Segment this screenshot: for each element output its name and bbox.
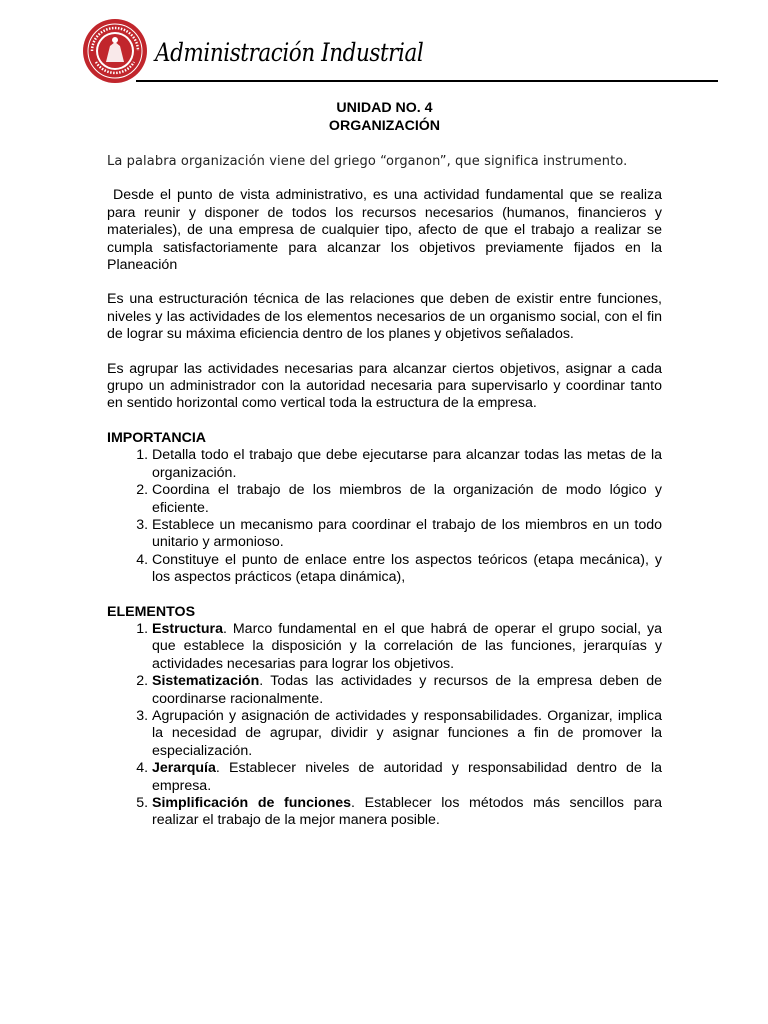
element-description: . Establecer los métodos más sencillos para realizar el trabajo de la mejor manera posible. [152, 795, 663, 829]
document-header-title: Administración Industrial [155, 38, 424, 67]
list-item [152, 673, 662, 708]
importancia-heading: IMPORTANCIA [107, 429, 207, 446]
document-body [107, 99, 666, 830]
definition-paragraph-1: Desde el punto de vista administrativo, es una actividad fundamental que se realiza para reunir y disponer de todos los recursos necesarios (humanos, financieros y materiales), de una empresa de cualquier tipo, afecto de que el trabajo a realizar se cumpla satisfactoriamente para alcanzar los objetivos previamente fijados en la Planeación [107, 187, 666, 274]
elementos-heading: ELEMENTOS [107, 603, 196, 620]
element-term: Sistematización [152, 673, 260, 690]
importancia-list [107, 447, 662, 586]
definition-paragraph-3: Es agrupar las actividades necesarias para alcanzar ciertos objetivos, asignar a cada grupo un administrador con la autoridad necesaria para supervisarlo y coordinar tanto en sentido horizontal como vertical toda la estructura de la empresa. [107, 360, 662, 412]
header-divider [136, 80, 718, 82]
list-item [152, 621, 662, 673]
unit-number: UNIDAD NO. 4 [336, 100, 433, 116]
unit-name: ORGANIZACIÓN [328, 118, 441, 134]
list-item [152, 708, 662, 760]
list-item: 3. Establece un mecanismo para coordinar el trabajo de los miembros en un todo unitario y armonioso. [152, 517, 662, 552]
element-term: Jerarquía [152, 760, 216, 777]
element-description: Agrupación y asignación de actividades y responsabilidades. Organizar, implica la necesidad de agrupar, dividir y asignar funciones a fin de promover la especialización. [152, 707, 662, 759]
elementos-list [107, 621, 662, 830]
element-description: . Todas las actividades y recursos de la empresa deben de coordinarse racionalmente. [152, 673, 662, 707]
element-term: Estructura [152, 620, 223, 637]
list-item: 4. Constituye el punto de enlace entre los aspectos teóricos (etapa mecánica), y los aspectos prácticos (etapa dinámica), [152, 552, 662, 587]
list-item [152, 760, 662, 795]
intro-paragraph: La palabra organización viene del griego “organon”, que significa instrumento. [107, 154, 628, 169]
list-item: 1. Detalla todo el trabajo que debe ejecutarse para alcanzar todas las metas de la organización. [152, 447, 662, 482]
element-description: . Marco fundamental en el que habrá de operar el grupo social, ya que establece la disposición y la correlación de las funciones, jerarquías y actividades necesarias para lograr los objetivos. [152, 620, 662, 672]
list-item [152, 795, 662, 830]
element-description: . Establecer niveles de autoridad y responsabilidad dentro de la empresa. [152, 760, 662, 794]
university-seal-logo [82, 18, 148, 84]
list-item: 2. Coordina el trabajo de los miembros de la organización de modo lógico y eficiente. [152, 482, 662, 517]
element-term: Simplificación de funciones [152, 795, 352, 811]
definition-paragraph-2: Es una estructuración técnica de las relaciones que deben de existir entre funciones, niveles y las actividades de los elementos necesarios de un organismo social, con el fin de lograr su máxima eficiencia dentro de los planes y objetivos señalados. [107, 291, 662, 343]
